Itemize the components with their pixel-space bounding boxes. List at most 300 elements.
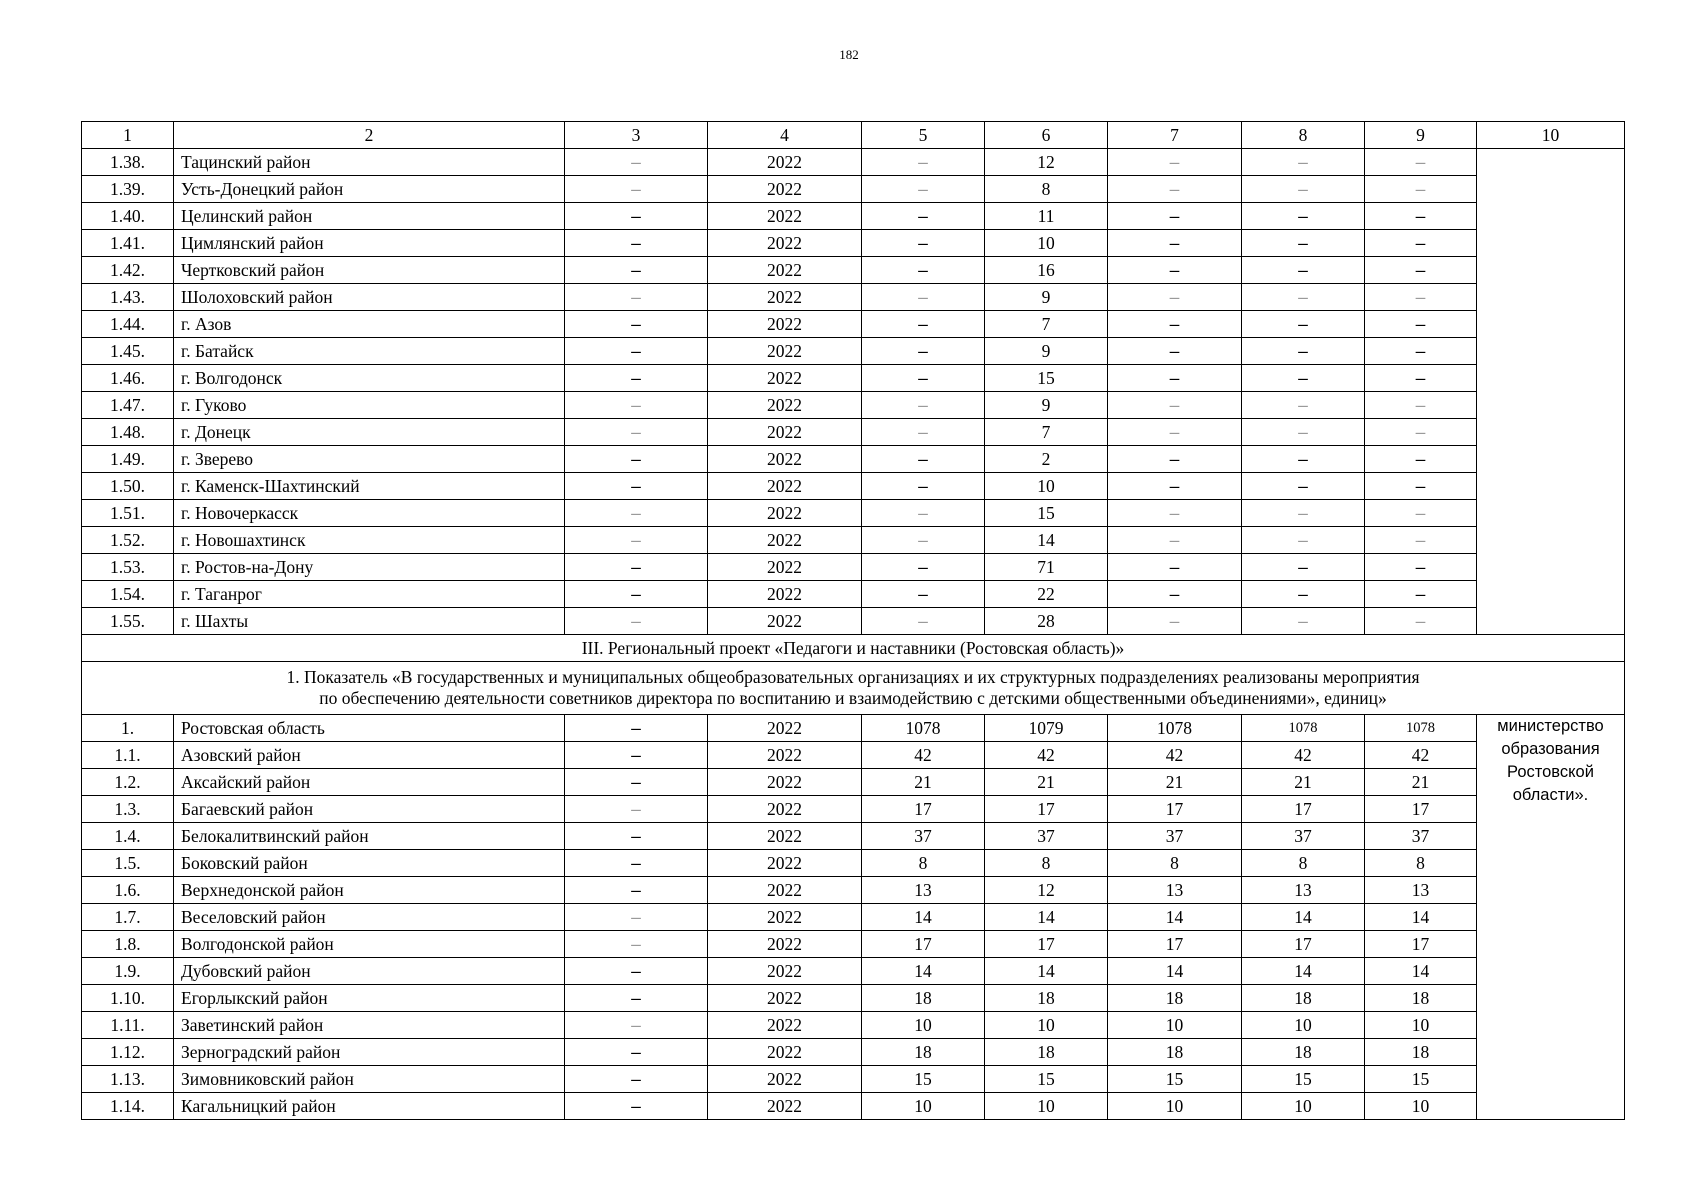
value-cell: – xyxy=(862,203,985,230)
territory-cell: Усть-Донецкий район xyxy=(174,176,565,203)
value-cell: 18 xyxy=(1365,1039,1477,1066)
header-row xyxy=(82,122,1625,149)
value-cell: – xyxy=(1242,527,1365,554)
value-cell: 2022 xyxy=(708,850,862,877)
value-cell: – xyxy=(1365,527,1477,554)
value-cell: 14 xyxy=(985,904,1108,931)
table-row xyxy=(82,931,1625,958)
value-cell: 2022 xyxy=(708,958,862,985)
value-cell: – xyxy=(565,1066,708,1093)
value-cell: 17 xyxy=(1108,796,1242,823)
value-cell: 17 xyxy=(862,931,985,958)
value-cell: 2022 xyxy=(708,311,862,338)
value-cell: – xyxy=(1365,473,1477,500)
value-cell: 10 xyxy=(862,1093,985,1120)
value-cell: – xyxy=(565,500,708,527)
value-cell: 14 xyxy=(1365,958,1477,985)
territory-cell: Ростовская область xyxy=(174,715,565,742)
value-cell: – xyxy=(565,850,708,877)
value-cell: 8 xyxy=(1108,850,1242,877)
table-row xyxy=(82,769,1625,796)
value-cell: – xyxy=(862,149,985,176)
territory-cell: Веселовский район xyxy=(174,904,565,931)
data-table xyxy=(81,121,1625,1120)
value-cell: 18 xyxy=(1242,985,1365,1012)
table-row xyxy=(82,1093,1625,1120)
value-cell: 2022 xyxy=(708,284,862,311)
value-cell: – xyxy=(1108,581,1242,608)
value-cell: – xyxy=(862,419,985,446)
value-cell: 8 xyxy=(862,850,985,877)
header-cell: 5 xyxy=(862,122,985,149)
row-number-cell: 1.54. xyxy=(82,581,174,608)
territory-cell: Тацинский район xyxy=(174,149,565,176)
value-cell: – xyxy=(1242,419,1365,446)
value-cell: – xyxy=(565,203,708,230)
value-cell: 14 xyxy=(1242,904,1365,931)
value-cell: 8 xyxy=(985,176,1108,203)
territory-cell: г. Гуково xyxy=(174,392,565,419)
value-cell: – xyxy=(1108,554,1242,581)
value-cell: – xyxy=(862,176,985,203)
value-cell: – xyxy=(1242,554,1365,581)
header-cell: 2 xyxy=(174,122,565,149)
value-cell: 2022 xyxy=(708,742,862,769)
row-number-cell: 1.40. xyxy=(82,203,174,230)
value-cell: 2022 xyxy=(708,1066,862,1093)
value-cell: 10 xyxy=(1242,1093,1365,1120)
row-number-cell: 1.6. xyxy=(82,877,174,904)
value-cell: – xyxy=(1108,365,1242,392)
value-cell: 2022 xyxy=(708,1093,862,1120)
value-cell: – xyxy=(565,608,708,635)
value-cell: 15 xyxy=(1242,1066,1365,1093)
table-row xyxy=(82,176,1625,203)
value-cell: 2022 xyxy=(708,1012,862,1039)
value-cell: 2 xyxy=(985,446,1108,473)
table-row xyxy=(82,581,1625,608)
value-cell: 37 xyxy=(862,823,985,850)
value-cell: 1079 xyxy=(985,715,1108,742)
value-cell: 7 xyxy=(985,419,1108,446)
value-cell: – xyxy=(565,230,708,257)
value-cell: 2022 xyxy=(708,419,862,446)
row-number-cell: 1.52. xyxy=(82,527,174,554)
value-cell: 2022 xyxy=(708,554,862,581)
value-cell: 10 xyxy=(985,1012,1108,1039)
value-cell: 18 xyxy=(862,1039,985,1066)
value-cell: 10 xyxy=(862,1012,985,1039)
table-row xyxy=(82,608,1625,635)
value-cell: – xyxy=(1365,608,1477,635)
value-cell: – xyxy=(1242,500,1365,527)
value-cell: 14 xyxy=(1365,904,1477,931)
value-cell: 9 xyxy=(985,392,1108,419)
value-cell: 17 xyxy=(1242,796,1365,823)
value-cell: 18 xyxy=(862,985,985,1012)
row-number-cell: 1.53. xyxy=(82,554,174,581)
value-cell: 2022 xyxy=(708,176,862,203)
value-cell: – xyxy=(1108,230,1242,257)
value-cell: 14 xyxy=(862,958,985,985)
table-row xyxy=(82,850,1625,877)
header-cell: 6 xyxy=(985,122,1108,149)
value-cell: – xyxy=(1108,203,1242,230)
value-cell: 18 xyxy=(1108,1039,1242,1066)
row-number-cell: 1.12. xyxy=(82,1039,174,1066)
value-cell: 2022 xyxy=(708,715,862,742)
row-number-cell: 1.55. xyxy=(82,608,174,635)
value-cell: – xyxy=(862,581,985,608)
value-cell: – xyxy=(1365,500,1477,527)
row-number-cell: 1.45. xyxy=(82,338,174,365)
value-cell: – xyxy=(1365,581,1477,608)
value-cell: – xyxy=(565,284,708,311)
value-cell: – xyxy=(1365,392,1477,419)
value-cell: – xyxy=(1242,338,1365,365)
value-cell: 2022 xyxy=(708,769,862,796)
value-cell: 2022 xyxy=(708,473,862,500)
value-cell: 37 xyxy=(1108,823,1242,850)
table-row xyxy=(82,554,1625,581)
value-cell: 17 xyxy=(862,796,985,823)
value-cell: – xyxy=(1108,338,1242,365)
header-cell: 1 xyxy=(82,122,174,149)
value-cell: – xyxy=(862,446,985,473)
row-number-cell: 1.8. xyxy=(82,931,174,958)
territory-cell: Чертковский район xyxy=(174,257,565,284)
value-cell: – xyxy=(1365,365,1477,392)
row-number-cell: 1.2. xyxy=(82,769,174,796)
value-cell: 2022 xyxy=(708,392,862,419)
value-cell: 14 xyxy=(1108,904,1242,931)
value-cell: 28 xyxy=(985,608,1108,635)
value-cell: – xyxy=(565,392,708,419)
indicator-line-1: 1. Показатель «В государственных и муниципальных общеобразовательных организациях и их структурных подразделениях реализованы мероприятия xyxy=(286,667,1420,687)
value-cell: 14 xyxy=(862,904,985,931)
table-row xyxy=(82,311,1625,338)
value-cell: – xyxy=(1242,230,1365,257)
value-cell: 37 xyxy=(985,823,1108,850)
table-row xyxy=(82,365,1625,392)
indicator-title xyxy=(82,662,1625,715)
value-cell: 2022 xyxy=(708,500,862,527)
value-cell: 9 xyxy=(985,338,1108,365)
value-cell: – xyxy=(1242,608,1365,635)
value-cell: 1078 xyxy=(1108,715,1242,742)
value-cell: 17 xyxy=(1365,931,1477,958)
territory-cell: г. Азов xyxy=(174,311,565,338)
value-cell: – xyxy=(1365,203,1477,230)
territory-cell: Багаевский район xyxy=(174,796,565,823)
section-title: III. Региональный проект «Педагоги и наставники (Ростовская область)» xyxy=(82,635,1625,662)
territory-cell: Дубовский район xyxy=(174,958,565,985)
table-row xyxy=(82,1066,1625,1093)
row-number-cell: 1.44. xyxy=(82,311,174,338)
value-cell: – xyxy=(1242,311,1365,338)
value-cell: 8 xyxy=(985,850,1108,877)
value-cell: 1078 xyxy=(862,715,985,742)
value-cell: 37 xyxy=(1365,823,1477,850)
value-cell: – xyxy=(1242,473,1365,500)
value-cell: – xyxy=(862,608,985,635)
value-cell: – xyxy=(1108,500,1242,527)
row-number-cell: 1.9. xyxy=(82,958,174,985)
value-cell: 22 xyxy=(985,581,1108,608)
value-cell: – xyxy=(565,1093,708,1120)
row-number-cell: 1.50. xyxy=(82,473,174,500)
value-cell: 17 xyxy=(1365,796,1477,823)
table-row xyxy=(82,1039,1625,1066)
territory-cell: Егорлыкский район xyxy=(174,985,565,1012)
table-row xyxy=(82,1012,1625,1039)
row-number-cell: 1.43. xyxy=(82,284,174,311)
row-number-cell: 1.4. xyxy=(82,823,174,850)
value-cell: 42 xyxy=(1242,742,1365,769)
value-cell: – xyxy=(1108,149,1242,176)
value-cell: – xyxy=(565,1039,708,1066)
territory-cell: г. Шахты xyxy=(174,608,565,635)
value-cell: – xyxy=(565,554,708,581)
value-cell: – xyxy=(565,446,708,473)
value-cell: 2022 xyxy=(708,796,862,823)
value-cell: 2022 xyxy=(708,203,862,230)
value-cell: – xyxy=(1242,284,1365,311)
table-row xyxy=(82,527,1625,554)
value-cell: – xyxy=(565,796,708,823)
page-number: 182 xyxy=(839,47,859,62)
value-cell: – xyxy=(1242,176,1365,203)
value-cell: – xyxy=(1242,581,1365,608)
row-number-cell: 1.46. xyxy=(82,365,174,392)
value-cell: 11 xyxy=(985,203,1108,230)
value-cell: – xyxy=(565,338,708,365)
table-row xyxy=(82,500,1625,527)
value-cell: – xyxy=(565,823,708,850)
value-cell: 71 xyxy=(985,554,1108,581)
value-cell: 2022 xyxy=(708,527,862,554)
territory-cell: г. Донецк xyxy=(174,419,565,446)
header-cell: 3 xyxy=(565,122,708,149)
header-cell: 4 xyxy=(708,122,862,149)
value-cell: 2022 xyxy=(708,608,862,635)
value-cell: 13 xyxy=(1365,877,1477,904)
table-row xyxy=(82,742,1625,769)
header-cell: 10 xyxy=(1477,122,1625,149)
value-cell: 17 xyxy=(985,796,1108,823)
header-cell: 8 xyxy=(1242,122,1365,149)
value-cell: – xyxy=(565,1012,708,1039)
value-cell: – xyxy=(565,473,708,500)
value-cell: – xyxy=(565,958,708,985)
value-cell: – xyxy=(862,257,985,284)
value-cell: – xyxy=(565,257,708,284)
territory-cell: г. Батайск xyxy=(174,338,565,365)
territory-cell: г. Каменск-Шахтинский xyxy=(174,473,565,500)
value-cell: 15 xyxy=(1108,1066,1242,1093)
row-number-cell: 1.1. xyxy=(82,742,174,769)
row-number-cell: 1.47. xyxy=(82,392,174,419)
value-cell: 21 xyxy=(1242,769,1365,796)
value-cell: 8 xyxy=(1365,850,1477,877)
value-cell: 12 xyxy=(985,877,1108,904)
value-cell: – xyxy=(1365,311,1477,338)
row-number-cell: 1.3. xyxy=(82,796,174,823)
value-cell: – xyxy=(862,365,985,392)
value-cell: 14 xyxy=(985,527,1108,554)
value-cell: – xyxy=(862,284,985,311)
value-cell: – xyxy=(1242,257,1365,284)
value-cell: 15 xyxy=(985,500,1108,527)
value-cell: – xyxy=(565,581,708,608)
value-cell: 15 xyxy=(985,365,1108,392)
table-row xyxy=(82,473,1625,500)
row-number-cell: 1.42. xyxy=(82,257,174,284)
value-cell: 21 xyxy=(985,769,1108,796)
territory-cell: Кагальницкий район xyxy=(174,1093,565,1120)
value-cell: 18 xyxy=(985,1039,1108,1066)
value-cell: 21 xyxy=(1108,769,1242,796)
table-row xyxy=(82,257,1625,284)
territory-cell: Боковский район xyxy=(174,850,565,877)
value-cell: – xyxy=(1108,446,1242,473)
value-cell: 2022 xyxy=(708,149,862,176)
value-cell: 10 xyxy=(1108,1012,1242,1039)
value-cell: 18 xyxy=(985,985,1108,1012)
value-cell: – xyxy=(1365,419,1477,446)
territory-cell: г. Волгодонск xyxy=(174,365,565,392)
value-cell: 15 xyxy=(985,1066,1108,1093)
value-cell: – xyxy=(1242,149,1365,176)
section-row xyxy=(82,635,1625,662)
value-cell: – xyxy=(1108,176,1242,203)
value-cell: – xyxy=(1365,338,1477,365)
value-cell: 8 xyxy=(1242,850,1365,877)
responsible-cell: министерство образования Ростовской области». xyxy=(1477,715,1625,1120)
value-cell: – xyxy=(565,419,708,446)
value-cell: – xyxy=(565,985,708,1012)
value-cell: 10 xyxy=(985,230,1108,257)
value-cell: – xyxy=(565,527,708,554)
value-cell: 1078 xyxy=(1365,715,1477,742)
value-cell: – xyxy=(565,365,708,392)
value-cell: – xyxy=(1108,311,1242,338)
table-row xyxy=(82,149,1625,176)
territory-cell: Шолоховский район xyxy=(174,284,565,311)
value-cell: – xyxy=(565,742,708,769)
table-row xyxy=(82,338,1625,365)
territory-cell: Волгодонской район xyxy=(174,931,565,958)
row-number-cell: 1. xyxy=(82,715,174,742)
value-cell: 15 xyxy=(1365,1066,1477,1093)
value-cell: 2022 xyxy=(708,931,862,958)
value-cell: – xyxy=(1365,284,1477,311)
value-cell: 21 xyxy=(1365,769,1477,796)
table-row xyxy=(82,796,1625,823)
value-cell: 2022 xyxy=(708,446,862,473)
value-cell: – xyxy=(1365,230,1477,257)
territory-cell: Азовский район xyxy=(174,742,565,769)
value-cell: 42 xyxy=(1108,742,1242,769)
value-cell: 16 xyxy=(985,257,1108,284)
value-cell: – xyxy=(1365,257,1477,284)
value-cell: 10 xyxy=(1242,1012,1365,1039)
table-row xyxy=(82,904,1625,931)
value-cell: – xyxy=(862,230,985,257)
table-row xyxy=(82,446,1625,473)
value-cell: 2022 xyxy=(708,230,862,257)
value-cell: 2022 xyxy=(708,823,862,850)
value-cell: 14 xyxy=(1108,958,1242,985)
row-number-cell: 1.7. xyxy=(82,904,174,931)
row-number-cell: 1.14. xyxy=(82,1093,174,1120)
value-cell: 1078 xyxy=(1242,715,1365,742)
responsible-cell-empty xyxy=(1477,149,1625,635)
row-number-cell: 1.39. xyxy=(82,176,174,203)
value-cell: 17 xyxy=(1108,931,1242,958)
value-cell: 10 xyxy=(1108,1093,1242,1120)
row-number-cell: 1.48. xyxy=(82,419,174,446)
value-cell: 14 xyxy=(985,958,1108,985)
territory-cell: г. Зверево xyxy=(174,446,565,473)
value-cell: 2022 xyxy=(708,365,862,392)
territory-cell: Заветинский район xyxy=(174,1012,565,1039)
value-cell: 2022 xyxy=(708,904,862,931)
value-cell: – xyxy=(1108,473,1242,500)
value-cell: – xyxy=(1108,419,1242,446)
table-row xyxy=(82,284,1625,311)
value-cell: – xyxy=(862,500,985,527)
value-cell: 12 xyxy=(985,149,1108,176)
value-cell: 13 xyxy=(862,877,985,904)
row-number-cell: 1.11. xyxy=(82,1012,174,1039)
value-cell: 2022 xyxy=(708,338,862,365)
territory-cell: Белокалитвинский район xyxy=(174,823,565,850)
territory-cell: Аксайский район xyxy=(174,769,565,796)
row-number-cell: 1.38. xyxy=(82,149,174,176)
value-cell: 42 xyxy=(862,742,985,769)
value-cell: 10 xyxy=(1365,1093,1477,1120)
value-cell: 10 xyxy=(985,473,1108,500)
territory-cell: г. Новошахтинск xyxy=(174,527,565,554)
row-number-cell: 1.10. xyxy=(82,985,174,1012)
value-cell: 2022 xyxy=(708,985,862,1012)
value-cell: – xyxy=(1242,392,1365,419)
value-cell: 14 xyxy=(1242,958,1365,985)
value-cell: – xyxy=(862,554,985,581)
value-cell: 37 xyxy=(1242,823,1365,850)
value-cell: – xyxy=(1365,446,1477,473)
table-row xyxy=(82,419,1625,446)
value-cell: – xyxy=(565,931,708,958)
territory-cell: г. Новочеркасск xyxy=(174,500,565,527)
value-cell: – xyxy=(862,392,985,419)
header-cell: 9 xyxy=(1365,122,1477,149)
indicator-row xyxy=(82,662,1625,715)
territory-cell: Верхнедонской район xyxy=(174,877,565,904)
indicator-line-2: по обеспечению деятельности советников директора по воспитанию и взаимодействию с детскими общественными объединениями», единиц» xyxy=(319,688,1387,708)
territory-cell: Зерноградский район xyxy=(174,1039,565,1066)
table-row xyxy=(82,392,1625,419)
row-number-cell: 1.41. xyxy=(82,230,174,257)
value-cell: 2022 xyxy=(708,257,862,284)
value-cell: 13 xyxy=(1108,877,1242,904)
value-cell: 9 xyxy=(985,284,1108,311)
table-row xyxy=(82,823,1625,850)
value-cell: 42 xyxy=(985,742,1108,769)
value-cell: 17 xyxy=(1242,931,1365,958)
value-cell: 7 xyxy=(985,311,1108,338)
